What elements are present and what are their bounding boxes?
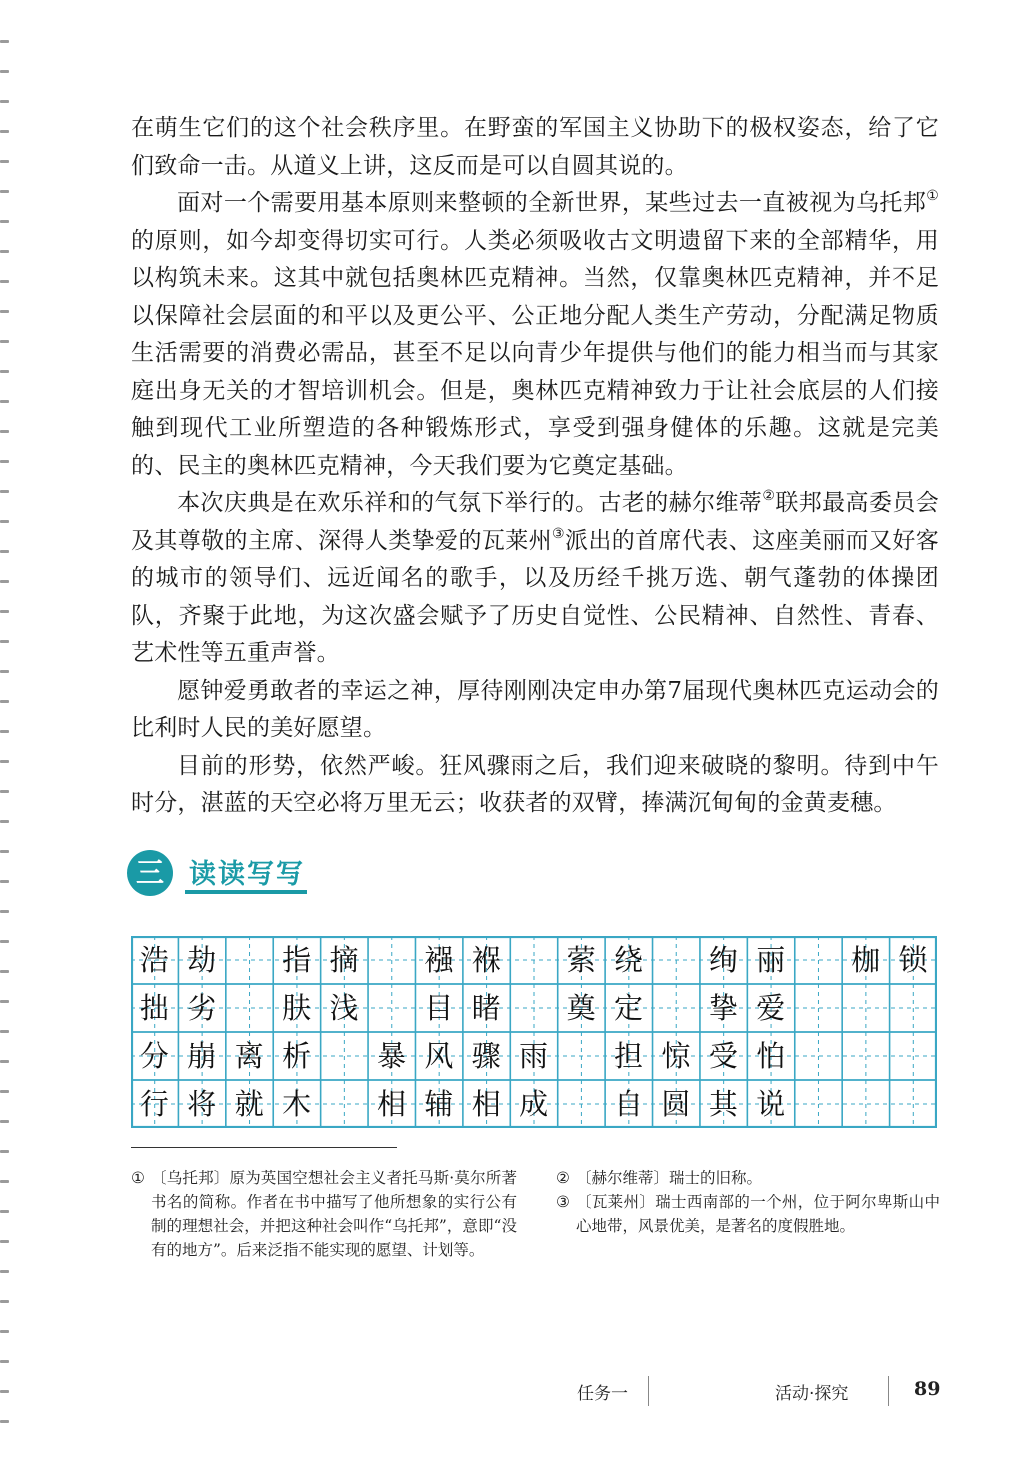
binding-hole (0, 760, 9, 763)
binding-hole (0, 340, 9, 343)
paragraph (131, 748, 939, 823)
binding-hole (0, 430, 9, 433)
paragraph-text: 目前的形势，依然严峻。狂风骤雨之后，我们迎来破晓的黎明。待到中午时分，湛蓝的天空必将万里无云；收获者的双臂，捧满沉甸甸的金黄麦穗。 (131, 752, 939, 816)
binding-hole (0, 1240, 9, 1243)
grid-cell: 锁 (898, 943, 928, 977)
grid-cell: 相 (376, 1087, 406, 1121)
grid-cell (558, 1080, 605, 1128)
binding-hole (0, 1300, 9, 1303)
grid-cell (890, 1080, 937, 1128)
page-footer (0, 1376, 1018, 1408)
binding-hole (0, 820, 9, 823)
grid-cell: 绚 (708, 943, 738, 977)
binding-hole (0, 400, 9, 403)
binding-hole (0, 730, 9, 733)
grid-cell: 定 (614, 991, 644, 1025)
binding-hole (0, 370, 9, 373)
binding-hole (0, 1270, 9, 1273)
paragraph-text: 派出的首席代表、这座美丽而又好客的城市的领导们、远近闻名的歌手，以及历经千挑万选、朝气蓬勃的体操团队，齐聚于此地，为这次盛会赋予了历史自觉性、公民精神、自然性、青春、艺术性等五重声誉。 (131, 527, 939, 666)
footnote-number: ① (131, 1169, 145, 1187)
footnote-number: ③ (556, 1193, 570, 1211)
grid-cell (842, 1032, 889, 1080)
grid-cell: 雨 (519, 1039, 549, 1073)
paragraph-text: 面对一个需要用基本原则来整顿的全新世界，某些过去一直被视为乌托邦 (177, 190, 927, 216)
grid-cell: 挚 (708, 991, 738, 1025)
grid-cell (890, 1032, 937, 1080)
paragraph-text: 在萌生它们的这个社会秩序里。在野蛮的军国主义协助下的极权姿态，给了它们致命一击。从道义上讲，这反而是可以自圆其说的。 (131, 115, 939, 179)
binding-hole (0, 1120, 9, 1123)
page-number: 89 (914, 1378, 941, 1400)
grid-cell: 褓 (471, 943, 501, 977)
grid-cell: 肤 (282, 991, 312, 1025)
grid-cell (842, 1080, 889, 1128)
grid-cell: 风 (424, 1039, 454, 1073)
binding-hole (0, 940, 9, 943)
binding-hole (0, 460, 9, 463)
binding-hole (0, 490, 9, 493)
binding-hole (0, 910, 9, 913)
binding-hole (0, 850, 9, 853)
grid-cell (795, 984, 842, 1032)
grid-cell: 木 (282, 1087, 312, 1121)
binding-hole (0, 1420, 9, 1423)
grid-cell (510, 936, 557, 984)
section-title: 读读写写 (189, 859, 305, 890)
footnotes-left-column (131, 1166, 517, 1262)
grid-row (131, 1080, 937, 1128)
grid-row (131, 984, 937, 1032)
binding-hole (0, 1360, 9, 1363)
grid-cell: 襁 (424, 943, 454, 977)
footnote (556, 1190, 940, 1238)
paragraph (131, 110, 939, 185)
binding-hole (0, 640, 9, 643)
grid-row (131, 1032, 937, 1080)
paragraph-text: 愿钟爱勇敢者的幸运之神，厚待刚刚决定申办第7届现代奥林匹克运动会的比利时人民的美好愿望。 (131, 677, 939, 741)
footnote (556, 1166, 940, 1190)
grid-cell: 就 (234, 1087, 264, 1121)
grid-cell: 成 (519, 1087, 549, 1121)
grid-cell: 劫 (187, 943, 217, 977)
grid-cell: 暴 (376, 1039, 406, 1073)
grid-cell: 浩 (139, 943, 169, 977)
footnote-marker: ① (926, 188, 939, 204)
binding-hole (0, 880, 9, 883)
grid-cell (795, 936, 842, 984)
paragraph (131, 185, 939, 485)
footer-separator (648, 1376, 649, 1406)
grid-cell: 怕 (756, 1039, 786, 1073)
grid-cell (368, 984, 415, 1032)
footnote-marker: ② (762, 488, 776, 504)
grid-cell: 劣 (187, 991, 217, 1025)
binding-hole (0, 310, 9, 313)
binding-hole (0, 280, 9, 283)
grid-cell: 崩 (187, 1039, 217, 1073)
paragraph-text: 的原则，如今却变得切实可行。人类必须吸收古文明遗留下来的全部精华，用以构筑未来。这其中就包括奥林匹克精神。当然，仅靠奥林匹克精神，并不足以保障社会层面的和平以及更公平、公正地分配人类生产劳动，分配满足物质生活需要的消费必需品，甚至不足以向青少年提供与他们的能力相当而与其家庭出身无关的才智培训机会。但是，奥林匹克精神致力于让社会底层的人们接触到现代工业所塑造的各种锻炼形式，享受到强身健体的乐趣。这就是完美的、民主的奥林匹克精神，今天我们要为它奠定基础。 (131, 227, 939, 479)
grid-cell: 圆 (661, 1087, 691, 1121)
binding-hole (0, 70, 9, 73)
binding-hole (0, 190, 9, 193)
grid-cell (368, 936, 415, 984)
grid-cell: 奠 (566, 991, 596, 1025)
binding-hole (0, 40, 9, 43)
binding-hole (0, 580, 9, 583)
binding-hole (0, 100, 9, 103)
binding-hole (0, 970, 9, 973)
footnote-divider (131, 1147, 397, 1148)
grid-cell (321, 1032, 368, 1080)
grid-cell (795, 1080, 842, 1128)
grid-cell (510, 984, 557, 1032)
grid-cell: 离 (234, 1039, 264, 1073)
grid-cell: 说 (756, 1087, 786, 1121)
grid-cell: 相 (471, 1087, 501, 1121)
section-title-underline (185, 890, 307, 894)
grid-cell: 丽 (756, 943, 786, 977)
binding-hole (0, 220, 9, 223)
grid-cell (795, 1032, 842, 1080)
grid-cell (226, 984, 273, 1032)
binding-holes (0, 0, 22, 1462)
binding-hole (0, 670, 9, 673)
grid-cell (321, 1080, 368, 1128)
footer-activity: 活动·探究 (775, 1384, 849, 1404)
grid-cell: 受 (708, 1039, 738, 1073)
footer-separator (888, 1376, 889, 1406)
footnote-number: ② (556, 1169, 570, 1187)
grid-cell: 其 (708, 1087, 738, 1121)
grid-cell: 将 (187, 1087, 217, 1121)
footnote-text: 〔瓦莱州〕瑞士西南部的一个州，位于阿尔卑斯山中心地带，风景优美，是著名的度假胜地。 (576, 1193, 940, 1235)
binding-hole (0, 700, 9, 703)
grid-cell: 萦 (566, 943, 596, 977)
grid-cell: 行 (139, 1087, 169, 1121)
footer-task: 任务一 (577, 1384, 628, 1404)
grid-cell: 拙 (139, 991, 169, 1025)
grid-cell: 摘 (329, 943, 359, 977)
binding-hole (0, 1000, 9, 1003)
footnote-marker: ③ (552, 525, 565, 542)
grid-cell: 惊 (661, 1039, 691, 1073)
footnotes-right-column (556, 1166, 940, 1238)
binding-hole (0, 1060, 9, 1063)
grid-cell: 辅 (424, 1087, 454, 1121)
binding-hole (0, 1150, 9, 1153)
grid-cell (653, 984, 700, 1032)
section-heading (127, 846, 367, 902)
grid-row (131, 936, 937, 984)
grid-cell: 目 (424, 991, 454, 1025)
paragraph-text: 联邦最高委员会及其尊敬的主席、深得人类挚爱的瓦莱州 (131, 490, 939, 554)
grid-cell (890, 984, 937, 1032)
binding-hole (0, 1330, 9, 1333)
footnote-text: 〔乌托邦〕原为英国空想社会主义者托马斯·莫尔所著书名的简称。作者在书中描写了他所想象的实行公有制的理想社会，并把这种社会叫作“乌托邦”，意即“没有的地方”。后来泛指不能实现的愿望、计划等。 (151, 1169, 517, 1259)
grid-cell: 自 (614, 1087, 644, 1121)
grid-cell: 担 (614, 1039, 644, 1073)
binding-hole (0, 250, 9, 253)
grid-cell (842, 984, 889, 1032)
grid-cell: 爱 (756, 991, 786, 1025)
body-text (131, 110, 939, 823)
grid-cell (653, 936, 700, 984)
binding-hole (0, 1030, 9, 1033)
grid-cell (226, 936, 273, 984)
binding-hole (0, 610, 9, 613)
section-number-badge: 三 (127, 850, 173, 896)
grid-cell: 骤 (471, 1039, 501, 1073)
binding-hole (0, 130, 9, 133)
binding-hole (0, 1090, 9, 1093)
footnote-text: 〔赫尔维蒂〕瑞士的旧称。 (576, 1169, 763, 1187)
binding-hole (0, 520, 9, 523)
grid-cell: 分 (139, 1039, 169, 1073)
grid-cell: 绕 (614, 943, 644, 977)
paragraph-text: 本次庆典是在欢乐祥和的气氛下举行的。古老的赫尔维蒂 (177, 490, 763, 516)
binding-hole (0, 1210, 9, 1213)
grid-cell: 析 (282, 1039, 312, 1073)
footnote (131, 1166, 517, 1262)
binding-hole (0, 790, 9, 793)
binding-hole (0, 160, 9, 163)
grid-cell: 睹 (471, 991, 501, 1025)
grid-cell: 枷 (851, 943, 881, 977)
paragraph (131, 485, 939, 673)
binding-hole (0, 1180, 9, 1183)
binding-hole (0, 550, 9, 553)
grid-cell (558, 1032, 605, 1080)
grid-cell: 浅 (329, 991, 359, 1025)
paragraph (131, 673, 939, 748)
grid-cell: 指 (282, 943, 312, 977)
character-writing-grid (131, 936, 937, 1128)
